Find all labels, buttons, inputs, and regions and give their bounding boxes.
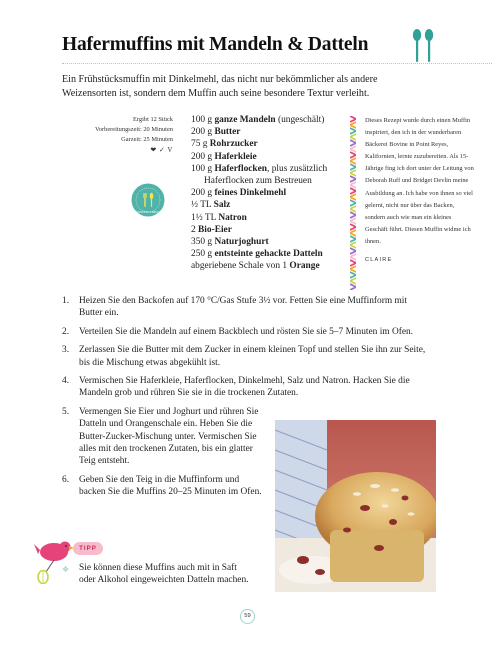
step-text: Vermischen Sie Haferkleie, Haferflocken, Dinkelmehl, Salz und Natron. Hacken Sie die Mandeln grob und rühren Sie sie in die trockenen Zutaten. [79, 376, 410, 399]
recipe-meta [62, 115, 173, 155]
spoons-icon [410, 28, 436, 64]
tip-label: TIPP [73, 542, 103, 555]
ingredient-item [191, 260, 347, 272]
step-number: 3. [62, 345, 70, 356]
ingredient-name: Salz [213, 200, 231, 211]
step-number: 1. [62, 296, 70, 306]
ingredient-name: ganze Mandeln [214, 115, 276, 125]
title-divider [62, 63, 492, 64]
ingredient-name: Haferkleie [214, 151, 257, 162]
zigzag-segment [350, 200, 356, 206]
zigzag-segment [350, 242, 356, 248]
ingredient-list [191, 114, 347, 273]
zigzag-segment [350, 158, 356, 164]
step-text: Zerlassen Sie die Butter mit dem Zucker in einem kleinen Topf und stellen Sie ihn zur Seite, bis die Mischung etwas abgekühlt ist. [79, 345, 426, 368]
zigzag-segment [350, 164, 356, 170]
zigzag-segment [350, 122, 356, 128]
author-note-text: Dieses Rezept wurde durch einen Muffin inspiriert, den ich in der wunderbaren Bäckerei Bovine in Point Reyes, Kalifornien, lernte zuzubereiten. Als 15-Jährige fing ich dort unter der Leitung von Deborah Ruff und Bridget Devlin meine Ausbildung an. Ich habe von ihnen so viel gelernt, nicht nur über das Backen, sondern auch wie man ein kleines Geschäft führt. Diesen Muffin widme ich ihnen. [365, 117, 474, 245]
method-step [62, 406, 267, 468]
tip-text: Sie können diese Muffins auch mit in Saft oder Alkohol eingeweichten Datteln machen. [79, 563, 249, 586]
method-step [62, 474, 267, 499]
zigzag-segment [350, 128, 356, 134]
zigzag-segment [350, 212, 356, 218]
step-number: 4. [62, 376, 70, 387]
page-title: Hafermuffins mit Mandeln & Datteln [62, 34, 369, 55]
ingredient-item [191, 248, 347, 260]
prep-time: Vorbereitungszeit: 20 Minuten [95, 126, 173, 133]
cook-time: Garzeit: 25 Minuten [121, 136, 173, 143]
zigzag-segment [350, 116, 356, 122]
ingredient-name: Naturjoghurt [214, 237, 269, 248]
ingredient-name: Bio-Eier [198, 224, 232, 235]
zigzag-segment [350, 170, 356, 176]
zigzag-segment [350, 218, 356, 224]
ingredient-qty: 200 g [191, 151, 215, 162]
ingredient-item [191, 187, 347, 199]
step-number: 6. [62, 474, 70, 485]
ingredient-name: Haferflocken [214, 163, 268, 174]
ingredient-item [191, 199, 347, 211]
ingredient-qty: 350 g [191, 237, 215, 248]
author-signature: CLAIRE [365, 257, 393, 264]
ingredient-name: feines Dinkelmehl [214, 188, 287, 199]
zigzag-segment [350, 152, 356, 158]
ingredient-note: , plus zusätzlich Haferflocken zum Bestreuen [204, 163, 328, 187]
ingredient-name: entsteinte gehackte Datteln [214, 249, 323, 260]
ingredient-qty: 2 [191, 224, 199, 235]
ingredient-item [191, 114, 347, 126]
zigzag-segment [350, 230, 356, 236]
method-step [62, 344, 428, 369]
step-text: Vermengen Sie Eier und Joghurt und rühren Sie Datteln und Orangenschale ein. Heben Sie die Butter-Zucker-Mischung unter. Vermischen Sie alles mit den trockenen Zutaten, bis ein glatter Teig entsteht. [79, 406, 259, 467]
method-step [62, 375, 428, 400]
zigzag-segment [350, 284, 356, 290]
ingredient-qty: abgeriebene Schale von 1 [191, 261, 290, 272]
ingredient-qty: ½ TL [191, 200, 214, 211]
ingredient-name: Butter [214, 127, 241, 138]
zigzag-segment [350, 272, 356, 278]
breakfast-badge [131, 183, 165, 217]
author-note [365, 115, 475, 266]
zigzag-segment [350, 188, 356, 194]
ingredient-item [191, 212, 347, 224]
ingredient-item [191, 126, 347, 138]
method-step [62, 326, 428, 338]
zigzag-segment [350, 146, 356, 152]
ingredient-item [191, 151, 347, 163]
zigzag-segment [350, 254, 356, 260]
zigzag-segment [350, 134, 356, 140]
zigzag-segment [350, 176, 356, 182]
zigzag-segment [350, 248, 356, 254]
zigzag-segment [350, 194, 356, 200]
bird-whisk-icon [34, 538, 74, 584]
ingredient-qty: 100 g [191, 163, 215, 174]
zigzag-segment [350, 266, 356, 272]
step-number: 2. [62, 326, 70, 337]
intro-text: Ein Frühstücksmuffin mit Dinkelmehl, das nicht nur bekömmlicher als andere Weizensorten ist, sondern dem Muffin auch seine besondere Textur verleiht. [62, 74, 378, 99]
zigzag-segment [350, 236, 356, 242]
ingredient-qty: 250 g [191, 249, 215, 260]
yield-text: Ergibt 12 Stück [132, 116, 173, 123]
ingredient-qty: 1½ TL [191, 212, 219, 223]
ingredient-item [191, 163, 347, 187]
step-number: 5. [62, 406, 70, 417]
step-text: Verteilen Sie die Mandeln auf einem Backblech und rösten Sie sie 5–7 Minuten im Ofen. [79, 326, 414, 337]
ingredient-qty: 200 g [191, 188, 215, 199]
ingredient-item [191, 224, 347, 236]
tip-bullet-icon: ❖ [62, 565, 70, 574]
zigzag-segment [350, 224, 356, 230]
muffin-photo [275, 420, 436, 592]
zigzag-segment [350, 140, 356, 146]
ingredient-name: Orange [289, 261, 320, 272]
ingredient-qty: 200 g [191, 127, 215, 138]
ingredient-qty: 100 g [191, 115, 215, 125]
zigzag-segment [350, 278, 356, 284]
step-text: Geben Sie den Teig in die Muffinform und backen Sie die Muffins 20–25 Minuten im Ofen. [79, 474, 262, 498]
diet-icons: ❤ ✓ V [150, 146, 173, 154]
zigzag-segment [350, 206, 356, 212]
zigzag-segment [350, 260, 356, 266]
ingredient-name: Natron [218, 212, 247, 223]
ingredient-name: Rohrzucker [209, 139, 258, 150]
badge-text: FRÜHSTÜCK & BRUNCH [132, 211, 164, 214]
ingredient-item [191, 236, 347, 248]
ingredient-qty: 75 g [191, 139, 210, 150]
ingredient-item [191, 138, 347, 150]
method-step [62, 295, 428, 320]
step-text: Heizen Sie den Backofen auf 170 °C/Gas Stufe 3½ vor. Fetten Sie eine Muffinform mit Butter ein. [79, 296, 407, 319]
decorative-zigzag [350, 116, 356, 290]
ingredient-note: (ungeschält) [275, 115, 325, 125]
page-number: 59 [240, 609, 255, 624]
zigzag-segment [350, 182, 356, 188]
